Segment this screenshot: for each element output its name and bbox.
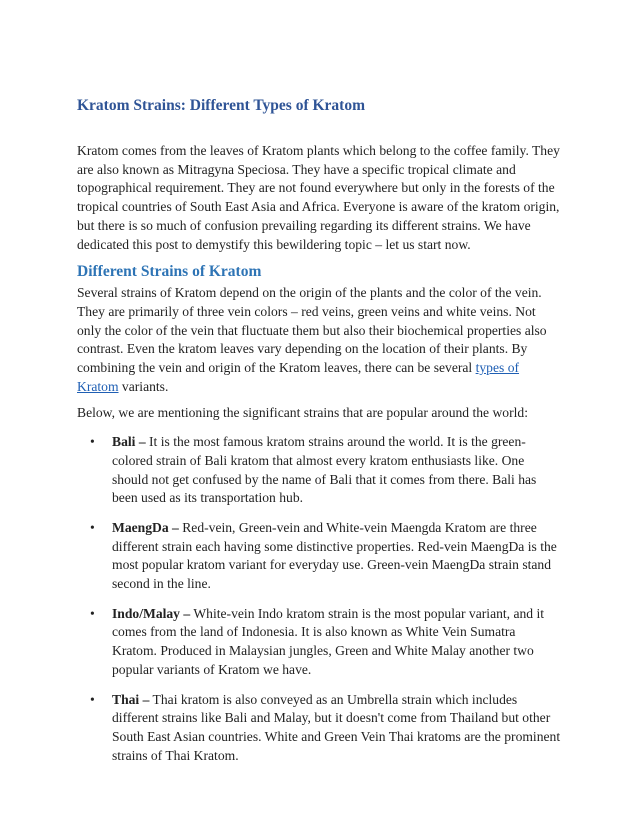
section-body-before-link: Several strains of Kratom depend on the origin of the plants and the color of the vein. They are primarily of three vein colors – red veins, green veins and white veins. Not only the color of the vein that fluctuate them but also their biochemical properties also contrast. Even the kratom leaves vary depending on the location of their plants. By combining the vein and origin of the Kratom leaves, there can be several <box>77 285 547 376</box>
bullet-icon: • <box>90 434 95 450</box>
strain-name: Bali – <box>112 434 146 450</box>
page-title: Kratom Strains: Different Types of Kratom <box>77 97 365 114</box>
strain-name: Thai – <box>112 691 150 707</box>
intro-paragraph: Kratom comes from the leaves of Kratom plants which belong to the coffee family. They are also known as Mitragyna Speciosa. They have a specific tropical climate and topographical requirement. They are not found everywhere but only in the forests of the tropical countries of South East Asia and Africa. Everyone is aware of the kratom origin, but there is so much of confusion prevailing regarding its different strains. We have dedicated this post to demystify this bewildering topic – let us start now. <box>77 143 560 252</box>
list-item <box>77 605 563 680</box>
types-of-kratom-link[interactable]: types of Kratom <box>77 360 520 394</box>
list-item <box>77 433 563 508</box>
strain-description: White-vein Indo kratom strain is the most popular variant, and it comes from the land of Indonesia. It is also known as White Vein Sumatra Kratom. Produced in Malaysian jungles, Green and White Malay another two popular variants of Kratom we have. <box>112 605 545 677</box>
strain-name: Indo/Malay – <box>112 605 191 621</box>
document-page <box>77 96 563 776</box>
strain-description: It is the most famous kratom strains around the world. It is the green-colored strain of Bali kratom that almost every kratom enthusiasts like. One should not get confused by the name of Bali that it comes from there. Bali has been used as its transportation hub. <box>112 434 537 506</box>
bullet-icon: • <box>90 605 95 621</box>
list-item <box>77 691 563 766</box>
section-body-after-link: variants. <box>118 378 169 394</box>
section-paragraph <box>77 284 563 396</box>
list-item <box>77 519 563 594</box>
strains-lead-in: Below, we are mentioning the significant strains that are popular around the world: <box>77 405 528 421</box>
strain-description: Thai kratom is also conveyed as an Umbrella strain which includes different strains like Bali and Malay, but it doesn't come from Thailand but other South East Asian countries. White and Green Vein Thai kratoms are the prominent strains of Thai Kratom. <box>112 691 561 763</box>
section-heading: Different Strains of Kratom <box>77 263 262 281</box>
strain-description: Red-vein, Green-vein and White-vein Maengda Kratom are three different strain each having some distinctive properties. Red-vein MaengDa is the most popular kratom variant for everyday use. Green-vein MaengDa strain stand second in the line. <box>112 519 557 592</box>
bullet-icon: • <box>90 519 95 535</box>
bullet-icon: • <box>90 691 95 707</box>
strain-list <box>77 433 563 765</box>
strain-name: MaengDa – <box>112 519 179 535</box>
